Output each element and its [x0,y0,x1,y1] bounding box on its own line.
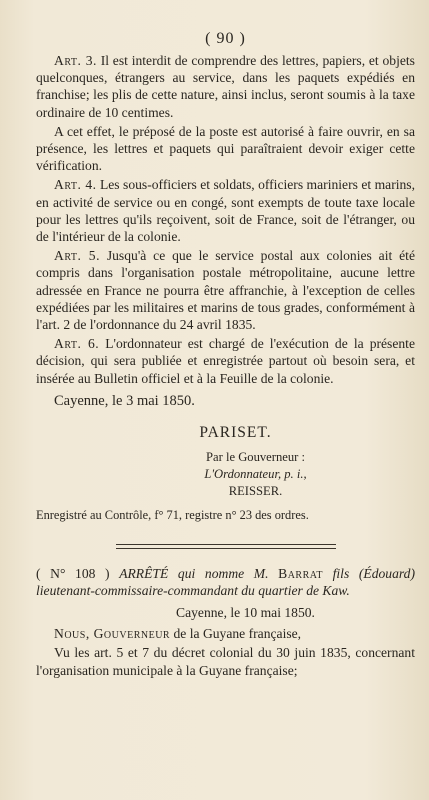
page-number: ( 90 ) [205,30,246,47]
article-3-continuation [36,123,415,175]
article-6 [36,335,415,387]
place-date: Cayenne, le 3 mai 1850. [54,392,195,409]
section-divider [116,544,336,549]
article-text: L'ordonnateur est chargé de l'exécution de la présente décision, qui sera publiée et enregistrée partout où besoin sera, et insérée au Bulletin officiel et à la Feuille de la colonie. [36,336,415,386]
governor-signature: PARISET. [199,424,272,442]
article-text: Il est interdit de comprendre des lettres, papiers, et objets quelconques, étrangers au service, dans les paquets expédiés en franchise; les plis de cette nature, ainsi inclus, seront soumis à la taxe ordinaire de 10 centimes. [36,53,415,120]
article-label: Art. 5. [54,248,100,264]
ordonnateur-name: REISSER. [228,484,283,499]
article-text: Les sous-officiers et soldats, officiers mariniers et marins, en activité de service ou en congé, sont exempts de toute taxe locale pour les lettres qu'ils reçoivent, soit de France, soit de l'étranger, ou de l'intérieur de la colonie. [36,177,415,245]
article-text: A cet effet, le préposé de la poste est autorisé à faire ouvrir, en sa présence, les lettres et paquets qui paraîtraient devoir exiger cette vérification. [36,123,415,174]
par-le-gouverneur: Par le Gouverneur : [206,450,305,465]
article-3 [36,52,415,121]
arrete-number: ( N° 108 ) [36,566,120,582]
article-label: Art. 4. [54,177,97,193]
arrete-title-start: ARRÊTÉ qui nomme M. [119,566,279,582]
article-list [36,52,415,387]
nous-label: Nous, Gouverneur [54,626,171,642]
arrete-title-end: fils (Édouard) lieutenant-commissaire-commandant du quartier de Kaw. [36,566,415,599]
arrete-heading [36,565,415,599]
article-label: Art. 3. [54,53,97,68]
article-4 [36,176,415,245]
registration-note: Enregistré au Contrôle, f° 71, registre n° 23 des ordres. [36,508,309,523]
vu-line: Vu les art. 5 et 7 du décret colonial du 30 juin 1835, concernant l'organisation municipale à la Guyane française; [36,645,415,678]
nous-line [36,625,415,642]
nous-text: de la Guyane française, [170,626,302,642]
article-text: Jusqu'à ce que le service postal aux colonies ait été compris dans l'organisation postale métropolitaine, aucune lettre adressée en France ne pourra être affranchie, à l'exception de celles expédiées par les militaires et marins de tous grades, conformément à l'art. 2 de l'ordonnance du 24 avril 1835. [36,248,415,333]
arrete-person-name: Barrat [278,566,323,582]
arrete-date: Cayenne, le 10 mai 1850. [176,605,315,621]
ordonnateur-title: L'Ordonnateur, p. i., [204,467,307,482]
article-label: Art. 6. [54,336,100,352]
article-5 [36,247,415,333]
